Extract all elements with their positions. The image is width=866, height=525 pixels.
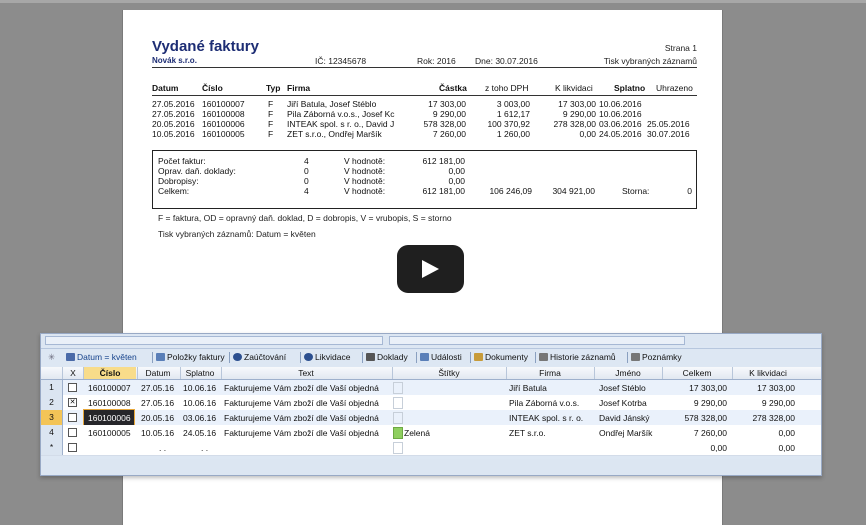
report-cell-typ: F [268, 99, 274, 109]
new-row[interactable] [41, 440, 821, 456]
invoice-grid-window [40, 333, 822, 476]
tab-label: Zaúčtování [244, 352, 287, 362]
window-top-edge [0, 0, 866, 3]
row-number[interactable]: 2 [41, 395, 63, 410]
report-cell-firma: Pila Záborná v.o.s., Josef Kc [287, 109, 395, 119]
summary-value-label: V hodnotě: [344, 166, 386, 176]
filter-note: Tisk vybraných záznamů: Datum = květen [158, 229, 316, 239]
cell-splatno[interactable]: 24.05.16 [183, 428, 217, 438]
cell-datum[interactable]: 27.05.16 [141, 383, 175, 393]
report-cell-splatno: 03.06.2016 [599, 119, 642, 129]
tag-swatch[interactable] [393, 382, 403, 394]
row-checkbox[interactable] [68, 428, 77, 437]
report-cell-typ: F [268, 119, 274, 129]
report-cell-datum: 27.05.2016 [152, 99, 195, 109]
report-cell-datum: 27.05.2016 [152, 109, 195, 119]
tab-divider [627, 352, 628, 363]
report-cell-castka: 9 290,00 [432, 109, 466, 119]
report-row [123, 119, 722, 129]
col-stitky[interactable]: Štítky [438, 368, 460, 378]
col-header-uhrazeno: Uhrazeno [656, 83, 693, 93]
filter-icon [66, 353, 75, 361]
tab-label: Dokumenty [485, 352, 528, 362]
tag-swatch[interactable] [393, 427, 403, 439]
report-cell-firma: Jiří Batula, Josef Stéblo [287, 99, 377, 109]
tab-9[interactable] [631, 352, 682, 362]
cell-datum[interactable]: 10.05.16 [141, 428, 175, 438]
cell-text[interactable]: Fakturujeme Vám zboží dle Vaší objedná [224, 428, 379, 438]
cell-jmeno[interactable]: David Jánský [599, 413, 650, 423]
grid-header [41, 367, 821, 380]
cell-cislo[interactable]: 160100008 [88, 398, 131, 408]
cell-splatno[interactable]: 10.06.16 [183, 398, 217, 408]
cell-cislo[interactable]: 160100007 [88, 383, 131, 393]
report-cell-datum: 10.05.2016 [152, 129, 195, 139]
cell-jmeno[interactable]: Josef Stéblo [599, 383, 646, 393]
tab-6[interactable] [420, 352, 462, 362]
tab-label: Historie záznamů [550, 352, 616, 362]
tab-divider [300, 352, 301, 363]
cell-stitky[interactable]: Zelená [404, 428, 430, 438]
company-id: IČ: 12345678 [315, 56, 367, 66]
col-header-typ: Typ [266, 83, 281, 93]
tab-label: Poznámky [642, 352, 682, 362]
tab-label: Události [431, 352, 462, 362]
info-icon [233, 353, 242, 361]
tab-1[interactable] [66, 352, 137, 362]
col-datum[interactable]: Datum [145, 368, 171, 378]
tab-label: Doklady [377, 352, 408, 362]
new-cell-datum[interactable]: . . [159, 443, 167, 453]
cell-text[interactable]: Fakturujeme Vám zboží dle Vaší objedná [224, 398, 379, 408]
tab-divider [470, 352, 471, 363]
header-rule [152, 67, 697, 68]
cell-celkem[interactable]: 17 303,00 [689, 383, 727, 393]
print-label: Tisk vybraných záznamů [603, 56, 697, 66]
cell-celkem[interactable]: 7 260,00 [693, 428, 727, 438]
report-year: Rok: 2016 [417, 56, 456, 66]
report-cell-likvidaci: 278 328,00 [553, 119, 596, 129]
new-cell-splatno[interactable]: . . [201, 443, 209, 453]
report-cell-firma: INTEAK spol. s r. o., David J [287, 119, 395, 129]
report-cell-splatno: 10.06.2016 [599, 99, 642, 109]
cell-firma[interactable]: Jiří Batula [509, 383, 547, 393]
tab-3[interactable] [233, 352, 286, 362]
summary-count: 0 [304, 166, 309, 176]
report-row [123, 99, 722, 109]
report-title: Vydané faktury [152, 38, 259, 55]
cell-likvidaci[interactable]: 17 303,00 [757, 383, 795, 393]
summary-dph: 106 246,09 [489, 186, 532, 196]
report-cell-dph: 3 003,00 [496, 99, 530, 109]
cell-text[interactable]: Fakturujeme Vám zboží dle Vaší objedná [224, 383, 379, 393]
tab-8[interactable] [539, 352, 616, 362]
page-icon [631, 353, 640, 361]
col-header-firma: Firma [287, 83, 311, 93]
col-header-cislo: Číslo [202, 83, 223, 93]
tab-divider [229, 352, 230, 363]
summary-label: Dobropisy: [158, 176, 199, 186]
tab-4[interactable] [304, 352, 350, 362]
summary-count: 0 [304, 176, 309, 186]
detail-tab-bar [41, 348, 821, 367]
report-cell-dph: 1 612,17 [496, 109, 530, 119]
info-icon [304, 353, 313, 361]
page-icon [539, 353, 548, 361]
row-checkbox[interactable] [68, 383, 77, 392]
col-header-dph: z toho DPH [485, 83, 529, 93]
tab-divider [416, 352, 417, 363]
cell-splatno[interactable]: 03.06.16 [183, 413, 217, 423]
storna-label: Storna: [622, 186, 650, 196]
doc-icon [366, 353, 375, 361]
summary-likvidaci: 304 921,00 [552, 186, 595, 196]
report-cell-likvidaci: 0,00 [579, 129, 596, 139]
summary-box [152, 150, 697, 209]
table-row[interactable] [41, 380, 821, 396]
report-cell-dph: 100 370,92 [487, 119, 530, 129]
report-cell-datum: 20.05.2016 [152, 119, 195, 129]
page-number: Strana 1 [664, 43, 697, 53]
summary-label: Oprav. daň. doklady: [158, 166, 236, 176]
tab-2[interactable] [156, 352, 225, 362]
tag-swatch[interactable] [393, 442, 403, 454]
tab-label: Datum = květen [77, 352, 137, 362]
cell-datum[interactable]: 20.05.16 [141, 413, 175, 423]
type-legend: F = faktura, OD = opravný daň. doklad, D = dobropis, V = vrubopis, S = storno [158, 213, 452, 223]
row-checkbox[interactable] [68, 413, 77, 422]
report-date: Dne: 30.07.2016 [475, 56, 538, 66]
storna-value: 0 [687, 186, 692, 196]
col-header-datum: Datum [152, 83, 179, 93]
report-cell-castka: 7 260,00 [432, 129, 466, 139]
col-header-likvidaci: K likvidaci [555, 83, 593, 93]
report-cell-cislo: 160100006 [202, 119, 245, 129]
row-checkbox[interactable] [68, 443, 77, 452]
col-header-splatno: Splatno [614, 83, 646, 93]
col-text[interactable]: Text [298, 368, 314, 378]
report-cell-uhrazeno: 25.05.2016 [647, 119, 690, 129]
table-icon [420, 353, 429, 361]
cell-jmeno[interactable]: Ondřej Maršík [599, 428, 653, 438]
summary-value-label: V hodnotě: [344, 176, 386, 186]
report-cell-likvidaci: 17 303,00 [558, 99, 596, 109]
column-header-rule [152, 95, 697, 96]
summary-value-label: V hodnotě: [344, 156, 386, 166]
table-icon [156, 353, 165, 361]
report-cell-splatno: 10.06.2016 [599, 109, 642, 119]
report-row [123, 109, 722, 119]
col-jmeno[interactable]: Jméno [615, 368, 641, 378]
summary-label: Celkem: [158, 186, 190, 196]
report-cell-likvidaci: 9 290,00 [562, 109, 596, 119]
report-cell-dph: 1 260,00 [496, 129, 530, 139]
cell-splatno[interactable]: 10.06.16 [183, 383, 217, 393]
cell-likvidaci[interactable]: 0,00 [778, 428, 795, 438]
col-likvidaci[interactable]: K likvidaci [749, 368, 787, 378]
report-row [123, 129, 722, 139]
tab-label: Likvidace [315, 352, 351, 362]
col-x[interactable]: X [70, 368, 76, 378]
report-cell-castka: 17 303,00 [428, 99, 466, 109]
tab-divider [362, 352, 363, 363]
table-row[interactable] [41, 425, 821, 441]
selected-cell[interactable] [84, 410, 134, 425]
tab-divider [535, 352, 536, 363]
play-button[interactable] [397, 245, 464, 293]
grid-top-strip [41, 334, 821, 346]
row-checkbox[interactable]: ✕ [69, 399, 76, 406]
col-celkem[interactable]: Celkem [682, 368, 712, 378]
report-cell-cislo: 160100008 [202, 109, 245, 119]
tag-swatch[interactable] [393, 412, 403, 424]
cell-firma[interactable]: Pila Záborná v.o.s. [509, 398, 580, 408]
cell-cislo[interactable]: 160100005 [88, 428, 131, 438]
summary-value: 612 181,00 [422, 186, 465, 196]
cell-firma[interactable]: ZET s.r.o. [509, 428, 546, 438]
cell-firma[interactable]: INTEAK spol. s r. o. [509, 413, 584, 423]
tag-swatch[interactable] [393, 397, 403, 409]
folder-icon [474, 353, 483, 361]
row-number[interactable]: 1 [41, 380, 63, 395]
summary-count: 4 [304, 156, 309, 166]
table-row[interactable] [41, 395, 821, 411]
summary-value: 612 181,00 [422, 156, 465, 166]
report-cell-cislo: 160100007 [202, 99, 245, 109]
top-panel-cell [45, 336, 383, 345]
collapse-icon[interactable]: ✳ [48, 352, 56, 362]
report-cell-cislo: 160100005 [202, 129, 245, 139]
summary-count: 4 [304, 186, 309, 196]
summary-value: 0,00 [448, 176, 465, 186]
top-panel-cell [389, 336, 685, 345]
cell-likvidaci[interactable]: 278 328,00 [752, 413, 795, 423]
report-cell-firma: ZET s.r.o., Ondřej Maršík [287, 129, 382, 139]
report-cell-typ: F [268, 129, 274, 139]
tab-label: Položky faktury [167, 352, 225, 362]
cell-likvidaci[interactable]: 9 290,00 [761, 398, 795, 408]
tab-5[interactable] [366, 352, 408, 362]
col-splatno[interactable]: Splatno [185, 368, 215, 378]
tab-7[interactable] [474, 352, 528, 362]
report-cell-uhrazeno: 30.07.2016 [647, 129, 690, 139]
report-cell-typ: F [268, 109, 274, 119]
cell-jmeno[interactable]: Josef Kotrba [599, 398, 647, 408]
report-cell-castka: 578 328,00 [423, 119, 466, 129]
cell-text[interactable]: Fakturujeme Vám zboží dle Vaší objedná [224, 413, 379, 423]
summary-label: Počet faktur: [158, 156, 206, 166]
col-firma[interactable]: Firma [539, 368, 561, 378]
tab-divider [152, 352, 153, 363]
summary-value: 0,00 [448, 166, 465, 176]
cell-datum[interactable]: 27.05.16 [141, 398, 175, 408]
cell-celkem[interactable]: 9 290,00 [693, 398, 727, 408]
cell-celkem[interactable]: 578 328,00 [684, 413, 727, 423]
row-number[interactable]: 3 [41, 410, 63, 425]
grid-footer [41, 459, 821, 475]
col-cislo[interactable]: Číslo [84, 367, 136, 379]
col-header-castka: Částka [439, 83, 467, 93]
cell-cislo: 160100006 [88, 413, 131, 423]
summary-value-label: V hodnotě: [344, 186, 386, 196]
company-name: Novák s.r.o. [152, 56, 197, 65]
new-row-marker: * [41, 440, 63, 455]
new-cell-likvidaci[interactable]: 0,00 [778, 443, 795, 453]
row-number[interactable]: 4 [41, 425, 63, 440]
new-cell-celkem[interactable]: 0,00 [710, 443, 727, 453]
table-row[interactable] [41, 410, 821, 426]
report-cell-splatno: 24.05.2016 [599, 129, 642, 139]
